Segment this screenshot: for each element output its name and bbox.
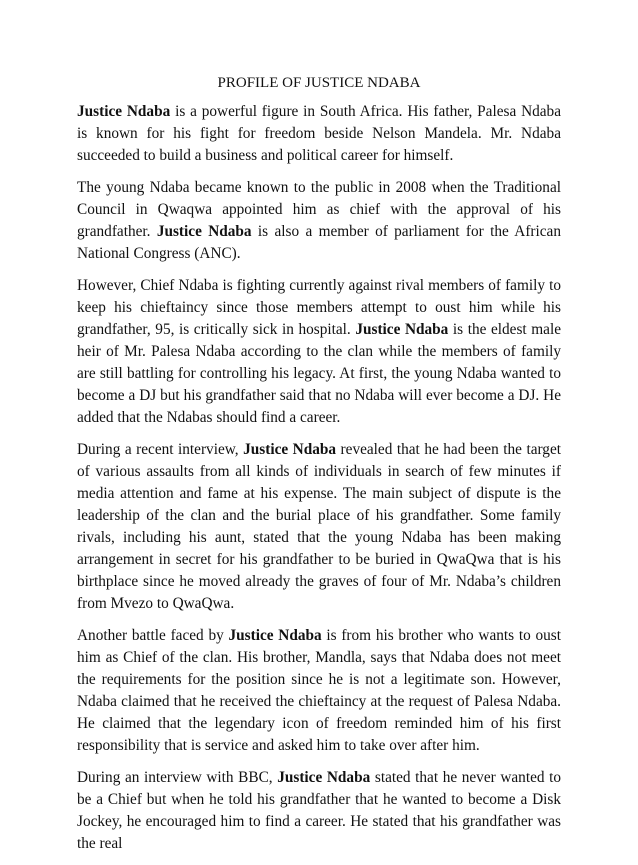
- paragraph-text: During an interview with BBC,: [77, 769, 278, 786]
- paragraph-text: is the eldest male heir of Mr. Palesa Ndaba according to the clan while the members of family are still battling for controlling his legacy. At first, the young Ndaba wanted to become a DJ but his grandfather said that no Ndaba will ever become a DJ. He added that the Ndabas should find a career.: [77, 321, 561, 426]
- paragraph-2: [77, 177, 561, 265]
- paragraph-text: During a recent interview,: [77, 441, 244, 458]
- paragraph-text: is a powerful figure in South Africa. His father, Palesa Ndaba is known for his fight for freedom beside Nelson Mandela. Mr. Ndaba succeeded to build a business and political career for himself.: [77, 103, 561, 164]
- paragraph-4: [77, 439, 561, 615]
- document-body: [77, 101, 561, 865]
- emphasized-name: Justice Ndaba: [277, 769, 371, 786]
- emphasized-name: Justice Ndaba: [156, 223, 252, 240]
- emphasized-name: Justice Ndaba: [77, 103, 171, 120]
- paragraph-text: is from his brother who wants to oust him as Chief of the clan. His brother, Mandla, says that Ndaba does not meet the requirements for the position since he is not a legitimate son. However, Ndaba claimed that he received the chieftaincy at the request of Palesa Ndaba. He claimed that the legendary icon of freedom reminded him of his first responsibility that is service and asked him to take over after him.: [77, 627, 561, 754]
- document-title: PROFILE OF JUSTICE NDABA: [217, 75, 421, 91]
- paragraph-text: revealed that he had been the target of various assaults from all kinds of individuals in search of few minutes if media attention and fame at his expense. The main subject of dispute is the leadership of the clan and the burial place of his grandfather. Some family rivals, including his aunt, stated that the young Ndaba has been making arrangement in secret for his grandfather to be buried in QwaQwa that is his birthplace since he moved already the graves of four of Mr. Ndaba’s children from Mvezo to QwaQwa.: [77, 441, 561, 612]
- paragraph-text: is also a member of parliament for the African National Congress (ANC).: [77, 223, 561, 262]
- emphasized-name: Justice Ndaba: [355, 321, 449, 338]
- paragraph-text: However, Chief Ndaba is fighting currently against rival members of family to keep his chieftaincy since those members attempt to oust him while his grandfather, 95, is critically sick in hospital.: [77, 277, 561, 338]
- paragraph-text: stated that he never wanted to be a Chief but when he told his grandfather that he wanted to become a Disk Jockey, he encouraged him to find a career. He stated that his grandfather was the real: [77, 769, 562, 852]
- paragraph-3: [77, 275, 561, 429]
- paragraph-5: [77, 625, 561, 757]
- paragraph-6: [77, 767, 561, 855]
- paragraph-1: [77, 101, 561, 167]
- paragraph-text: Another battle faced by: [77, 627, 229, 644]
- emphasized-name: Justice Ndaba: [243, 441, 337, 458]
- emphasized-name: Justice Ndaba: [228, 627, 322, 644]
- paragraph-text: The young Ndaba became known to the public in 2008 when the Traditional Council in Qwaqwa appointed him as chief with the approval of his grandfather.: [77, 179, 561, 240]
